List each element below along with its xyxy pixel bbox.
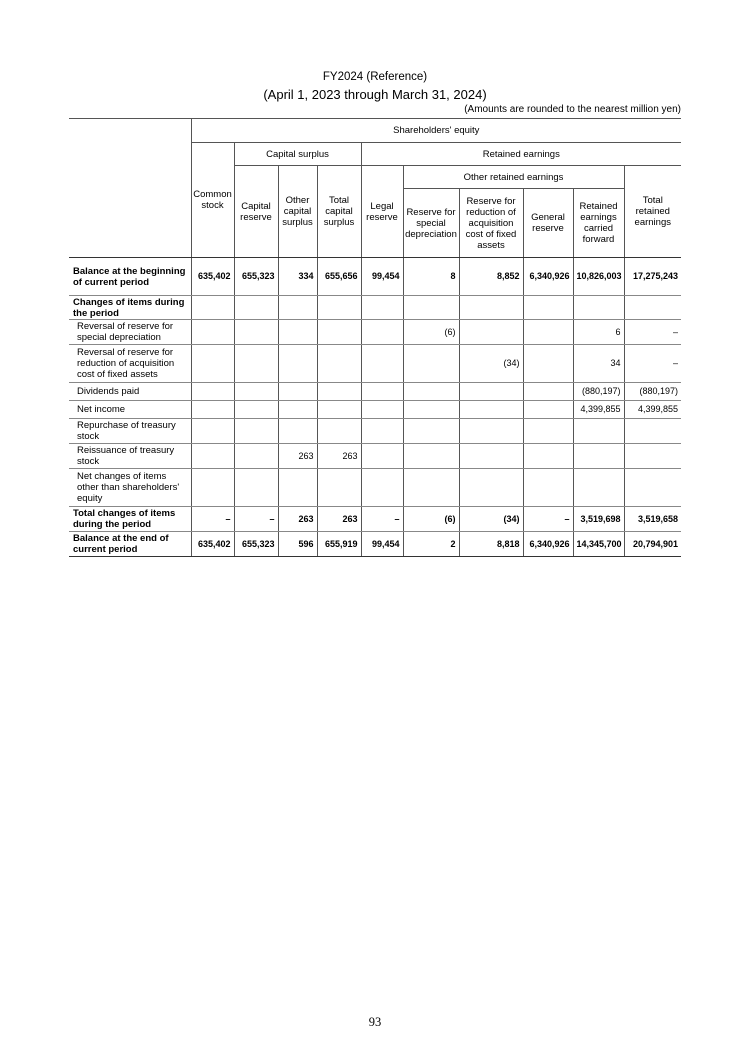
row-label: Total changes of items during the period <box>69 507 191 532</box>
table-cell <box>278 296 317 320</box>
header-retained-earnings: Retained earnings <box>361 143 681 166</box>
table-row <box>69 345 681 383</box>
header-capital-reserve: Capital reserve <box>234 166 278 258</box>
table-cell: 4,399,855 <box>624 401 681 419</box>
header-reserve-reduction-acquisition: Reserve for reduction of acquisition cost of fixed assets <box>459 189 523 258</box>
table-cell <box>361 383 403 401</box>
table-cell <box>523 345 573 383</box>
table-body <box>69 258 681 557</box>
table-cell <box>317 320 361 345</box>
table-row <box>69 401 681 419</box>
table-cell: 4,399,855 <box>573 401 624 419</box>
table-cell: 263 <box>278 507 317 532</box>
table-cell: (6) <box>403 320 459 345</box>
table-cell <box>317 345 361 383</box>
table-cell: 17,275,243 <box>624 258 681 296</box>
table-cell <box>523 469 573 507</box>
table-cell <box>403 444 459 469</box>
table-cell <box>234 296 278 320</box>
table-cell <box>573 469 624 507</box>
table-cell <box>191 320 234 345</box>
table-cell: 99,454 <box>361 258 403 296</box>
table-cell <box>361 401 403 419</box>
table-cell <box>191 296 234 320</box>
header-other-capital-surplus: Other capital surplus <box>278 166 317 258</box>
table-cell <box>278 345 317 383</box>
table-cell <box>523 444 573 469</box>
table-cell <box>459 401 523 419</box>
header-reserve-special-depreciation: Reserve for special depreciation <box>403 189 459 258</box>
equity-changes-table <box>69 118 681 557</box>
table-cell: (880,197) <box>573 383 624 401</box>
table-cell <box>361 469 403 507</box>
header-retained-earnings-carried-forward: Retained earnings carried forward <box>573 189 624 258</box>
table-cell <box>459 296 523 320</box>
header-total-retained-earnings: Total retained earnings <box>624 166 681 258</box>
table-cell <box>573 444 624 469</box>
table-cell: 3,519,698 <box>573 507 624 532</box>
table-cell: 14,345,700 <box>573 532 624 557</box>
rounding-note: (Amounts are rounded to the nearest million yen) <box>464 104 681 115</box>
row-label: Balance at the beginning of current period <box>69 258 191 296</box>
table-row <box>69 258 681 296</box>
table-cell <box>573 296 624 320</box>
row-label: Repurchase of treasury stock <box>69 419 191 444</box>
table-cell <box>191 383 234 401</box>
header-capital-surplus: Capital surplus <box>234 143 361 166</box>
table-cell: 3,519,658 <box>624 507 681 532</box>
table-cell: – <box>361 507 403 532</box>
table-cell <box>403 383 459 401</box>
table-cell: 8,818 <box>459 532 523 557</box>
table-cell: 20,794,901 <box>624 532 681 557</box>
header-general-reserve: General reserve <box>523 189 573 258</box>
table-cell <box>361 419 403 444</box>
header-shareholders-equity: Shareholders' equity <box>191 119 681 143</box>
table-cell <box>234 320 278 345</box>
table-cell <box>234 419 278 444</box>
table-row <box>69 444 681 469</box>
table-cell: 6,340,926 <box>523 258 573 296</box>
table-cell <box>403 401 459 419</box>
table-cell <box>624 419 681 444</box>
table-cell: 635,402 <box>191 532 234 557</box>
table-cell <box>234 345 278 383</box>
table-cell <box>624 469 681 507</box>
table-cell: – <box>624 345 681 383</box>
table-cell <box>459 383 523 401</box>
table-cell: (6) <box>403 507 459 532</box>
table-cell <box>459 320 523 345</box>
table-cell: 8 <box>403 258 459 296</box>
table-cell <box>278 419 317 444</box>
row-label: Reversal of reserve for special depreciation <box>69 320 191 345</box>
row-label: Net changes of items other than shareholders' equity <box>69 469 191 507</box>
table-cell: 6 <box>573 320 624 345</box>
table-row <box>69 320 681 345</box>
table-cell <box>191 419 234 444</box>
report-title: FY2024 (Reference) <box>322 71 428 83</box>
table-cell: 263 <box>317 444 361 469</box>
table-cell <box>403 469 459 507</box>
table-cell <box>278 383 317 401</box>
table-cell: 34 <box>573 345 624 383</box>
table-cell: 596 <box>278 532 317 557</box>
table-row <box>69 383 681 401</box>
table-cell <box>234 469 278 507</box>
page-number: 93 <box>368 1015 382 1029</box>
table-cell <box>523 419 573 444</box>
table-cell <box>317 383 361 401</box>
table-cell <box>361 296 403 320</box>
table-cell: – <box>523 507 573 532</box>
table-cell <box>191 469 234 507</box>
table-row <box>69 532 681 557</box>
table-cell: 655,323 <box>234 258 278 296</box>
row-label: Net income <box>69 401 191 419</box>
header-total-capital-surplus: Total capital surplus <box>317 166 361 258</box>
table-cell <box>234 383 278 401</box>
table-cell <box>361 320 403 345</box>
table-cell <box>278 401 317 419</box>
table-cell <box>459 419 523 444</box>
table-cell <box>317 419 361 444</box>
table-row <box>69 469 681 507</box>
table-cell: 263 <box>317 507 361 532</box>
table-cell <box>403 419 459 444</box>
table-cell: 635,402 <box>191 258 234 296</box>
row-label: Reversal of reserve for reduction of acquisition cost of fixed assets <box>69 345 191 383</box>
table-cell <box>523 401 573 419</box>
table-cell <box>361 444 403 469</box>
table-cell: – <box>191 507 234 532</box>
table-cell: 6,340,926 <box>523 532 573 557</box>
table-cell <box>234 401 278 419</box>
table-cell: 8,852 <box>459 258 523 296</box>
table-cell <box>523 320 573 345</box>
table-row <box>69 296 681 320</box>
row-label: Changes of items during the period <box>69 296 191 320</box>
table-cell: 334 <box>278 258 317 296</box>
table-cell <box>234 444 278 469</box>
table-cell <box>459 469 523 507</box>
table-cell: 655,919 <box>317 532 361 557</box>
table-cell <box>403 345 459 383</box>
table-cell: – <box>234 507 278 532</box>
table-cell: (34) <box>459 345 523 383</box>
table-cell: – <box>624 320 681 345</box>
table-cell <box>191 345 234 383</box>
table-cell: 655,323 <box>234 532 278 557</box>
header-other-retained-earnings: Other retained earnings <box>403 166 624 189</box>
table-cell <box>317 296 361 320</box>
table-cell: 2 <box>403 532 459 557</box>
table-cell <box>624 296 681 320</box>
table-cell: 99,454 <box>361 532 403 557</box>
table-row <box>69 507 681 532</box>
table-cell <box>403 296 459 320</box>
table-cell <box>317 469 361 507</box>
table-row <box>69 419 681 444</box>
table-cell: 263 <box>278 444 317 469</box>
header-blank <box>69 119 191 258</box>
table-cell: 10,826,003 <box>573 258 624 296</box>
header-common-stock: Common stock <box>191 143 234 258</box>
table-cell <box>523 296 573 320</box>
table-cell <box>191 401 234 419</box>
table-cell <box>523 383 573 401</box>
report-period: (April 1, 2023 through March 31, 2024) <box>263 87 487 102</box>
table-cell: (880,197) <box>624 383 681 401</box>
table-cell <box>278 469 317 507</box>
table-cell <box>459 444 523 469</box>
table-cell <box>191 444 234 469</box>
table-cell <box>624 444 681 469</box>
table-cell <box>317 401 361 419</box>
table-cell <box>361 345 403 383</box>
row-label: Reissuance of treasury stock <box>69 444 191 469</box>
table-cell: 655,656 <box>317 258 361 296</box>
header-legal-reserve: Legal reserve <box>361 166 403 258</box>
table-cell <box>278 320 317 345</box>
row-label: Dividends paid <box>69 383 191 401</box>
table-cell <box>573 419 624 444</box>
table-cell: (34) <box>459 507 523 532</box>
row-label: Balance at the end of current period <box>69 532 191 557</box>
